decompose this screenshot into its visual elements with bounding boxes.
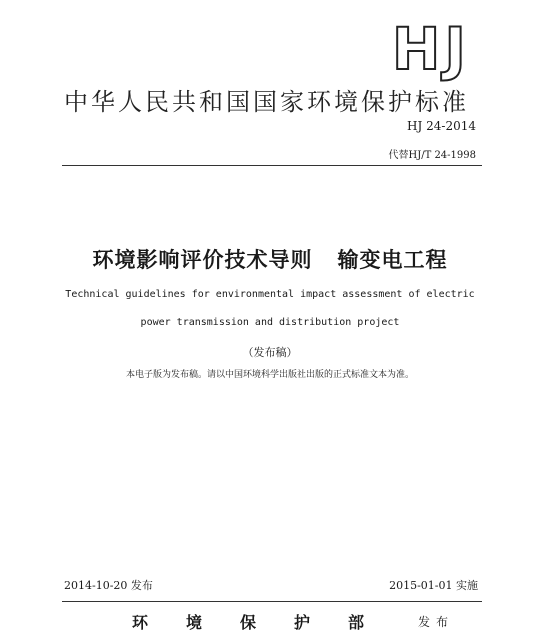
replaces-note: 代替HJ/T 24-1998 xyxy=(388,150,476,161)
header-divider xyxy=(62,165,482,166)
hj-logo: HJ xyxy=(391,15,470,83)
effective-date: 2015-01-01 实施 xyxy=(389,579,478,592)
document-title-cn: 环境影响评价技术导则 输变电工程 xyxy=(92,248,448,272)
footer-divider xyxy=(62,601,482,602)
release-status: （发布稿） xyxy=(242,346,298,359)
electronic-version-note: 本电子版为发布稿。请以中国环境科学出版社出版的正式标准文本为准。 xyxy=(125,370,414,380)
standard-number: HJ 24-2014 xyxy=(407,119,476,133)
issuing-ministry: 环境保护部 xyxy=(132,613,403,632)
issue-label: 发布 xyxy=(418,615,455,629)
document-title-en-line1: Technical guidelines for environmental impact assessment of electric xyxy=(65,289,475,300)
release-date: 2014-10-20 发布 xyxy=(64,579,153,592)
standard-org-title: 中华人民共和国国家环境保护标准 xyxy=(64,88,469,116)
document-title-en-line2: power transmission and distribution project xyxy=(140,317,400,328)
